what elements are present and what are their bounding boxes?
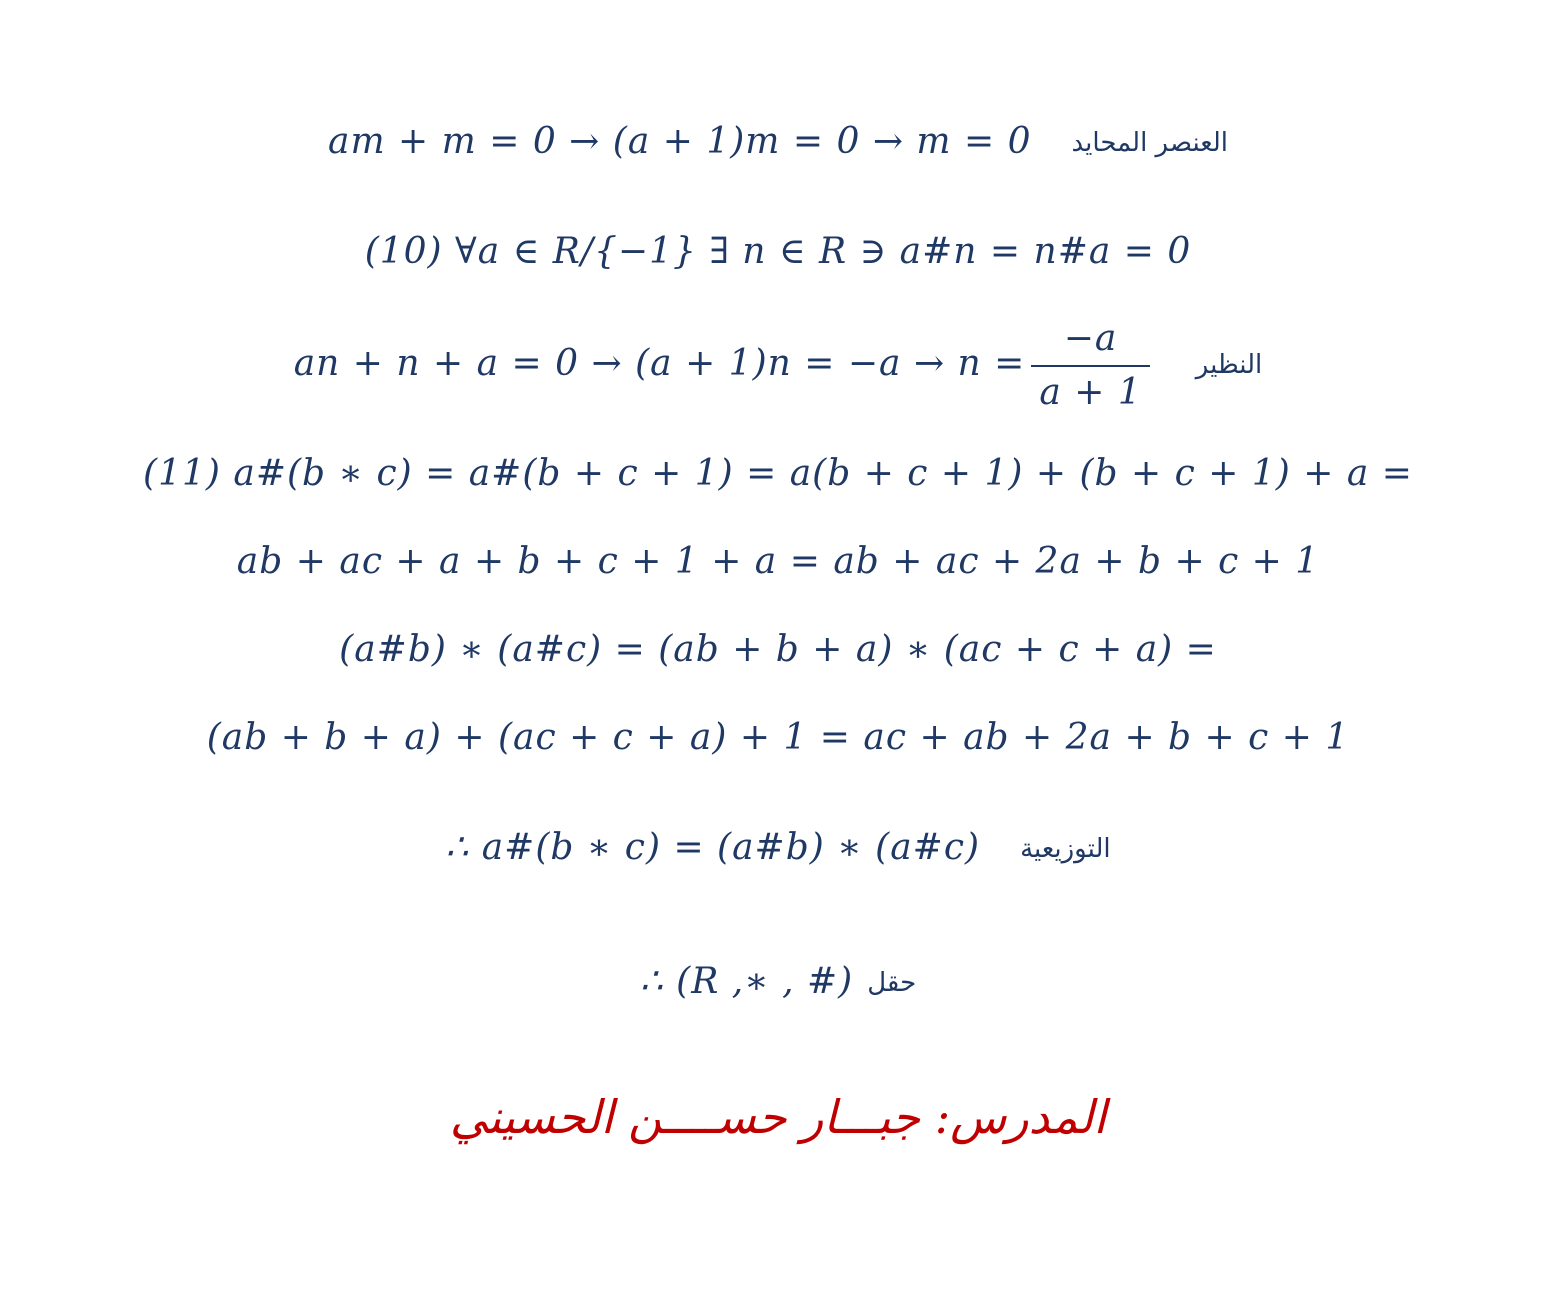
- fraction-denominator: a + 1: [1039, 372, 1142, 413]
- distributive-left-result: ab + ac + a + b + c + 1 + a = ab + ac + 2a + b + c + 1: [236, 541, 1320, 582]
- inverse-fraction: [1031, 313, 1149, 419]
- inverse-equation: an + n + a = 0 → (a + 1)n = −a → n =: [293, 343, 1026, 384]
- distributive-left-expansion: (11) a#(b ∗ c) = a#(b + c + 1) = a(b + c + 1) + (b + c + 1) + a =: [143, 453, 1413, 494]
- field-conclusion: ∴ (R ,∗ , #): [639, 961, 854, 1002]
- distributive-left-result-line: [0, 540, 1556, 584]
- distributive-right-line: [0, 628, 1556, 672]
- field-conclusion-line: [0, 960, 1556, 1005]
- identity-equation: am + m = 0 → (a + 1)m = 0 → m = 0: [327, 121, 1032, 162]
- distributive-label: التوزيعية: [1020, 834, 1111, 864]
- distributive-right-result-line: [0, 716, 1556, 760]
- inverse-statement: (10) ∀a ∈ R/{−1} ∃ n ∈ R ∋ a#n = n#a = 0: [364, 231, 1192, 272]
- inverse-solution-line: [0, 310, 1556, 418]
- fraction-numerator: −a: [1031, 313, 1149, 367]
- distributive-left-line: [0, 452, 1556, 496]
- field-label: حقل: [867, 968, 917, 998]
- distributive-right-result: (ab + b + a) + (ac + c + a) + 1 = ac + ab + 2a + b + c + 1: [206, 717, 1350, 758]
- distributive-right-expansion: (a#b) ∗ (a#c) = (ab + b + a) ∗ (ac + c + a) =: [339, 629, 1217, 670]
- teacher-signature: المدرس: جبـــار حســــن الحسيني: [449, 1090, 1107, 1144]
- inverse-statement-line: [0, 230, 1556, 274]
- identity-element-line: [0, 120, 1556, 165]
- inverse-label: النظير: [1195, 350, 1263, 380]
- distributive-conclusion: ∴ a#(b ∗ c) = (a#b) ∗ (a#c): [445, 827, 981, 868]
- distributive-conclusion-line: [0, 826, 1556, 871]
- identity-element-label: العنصر المحايد: [1071, 128, 1228, 158]
